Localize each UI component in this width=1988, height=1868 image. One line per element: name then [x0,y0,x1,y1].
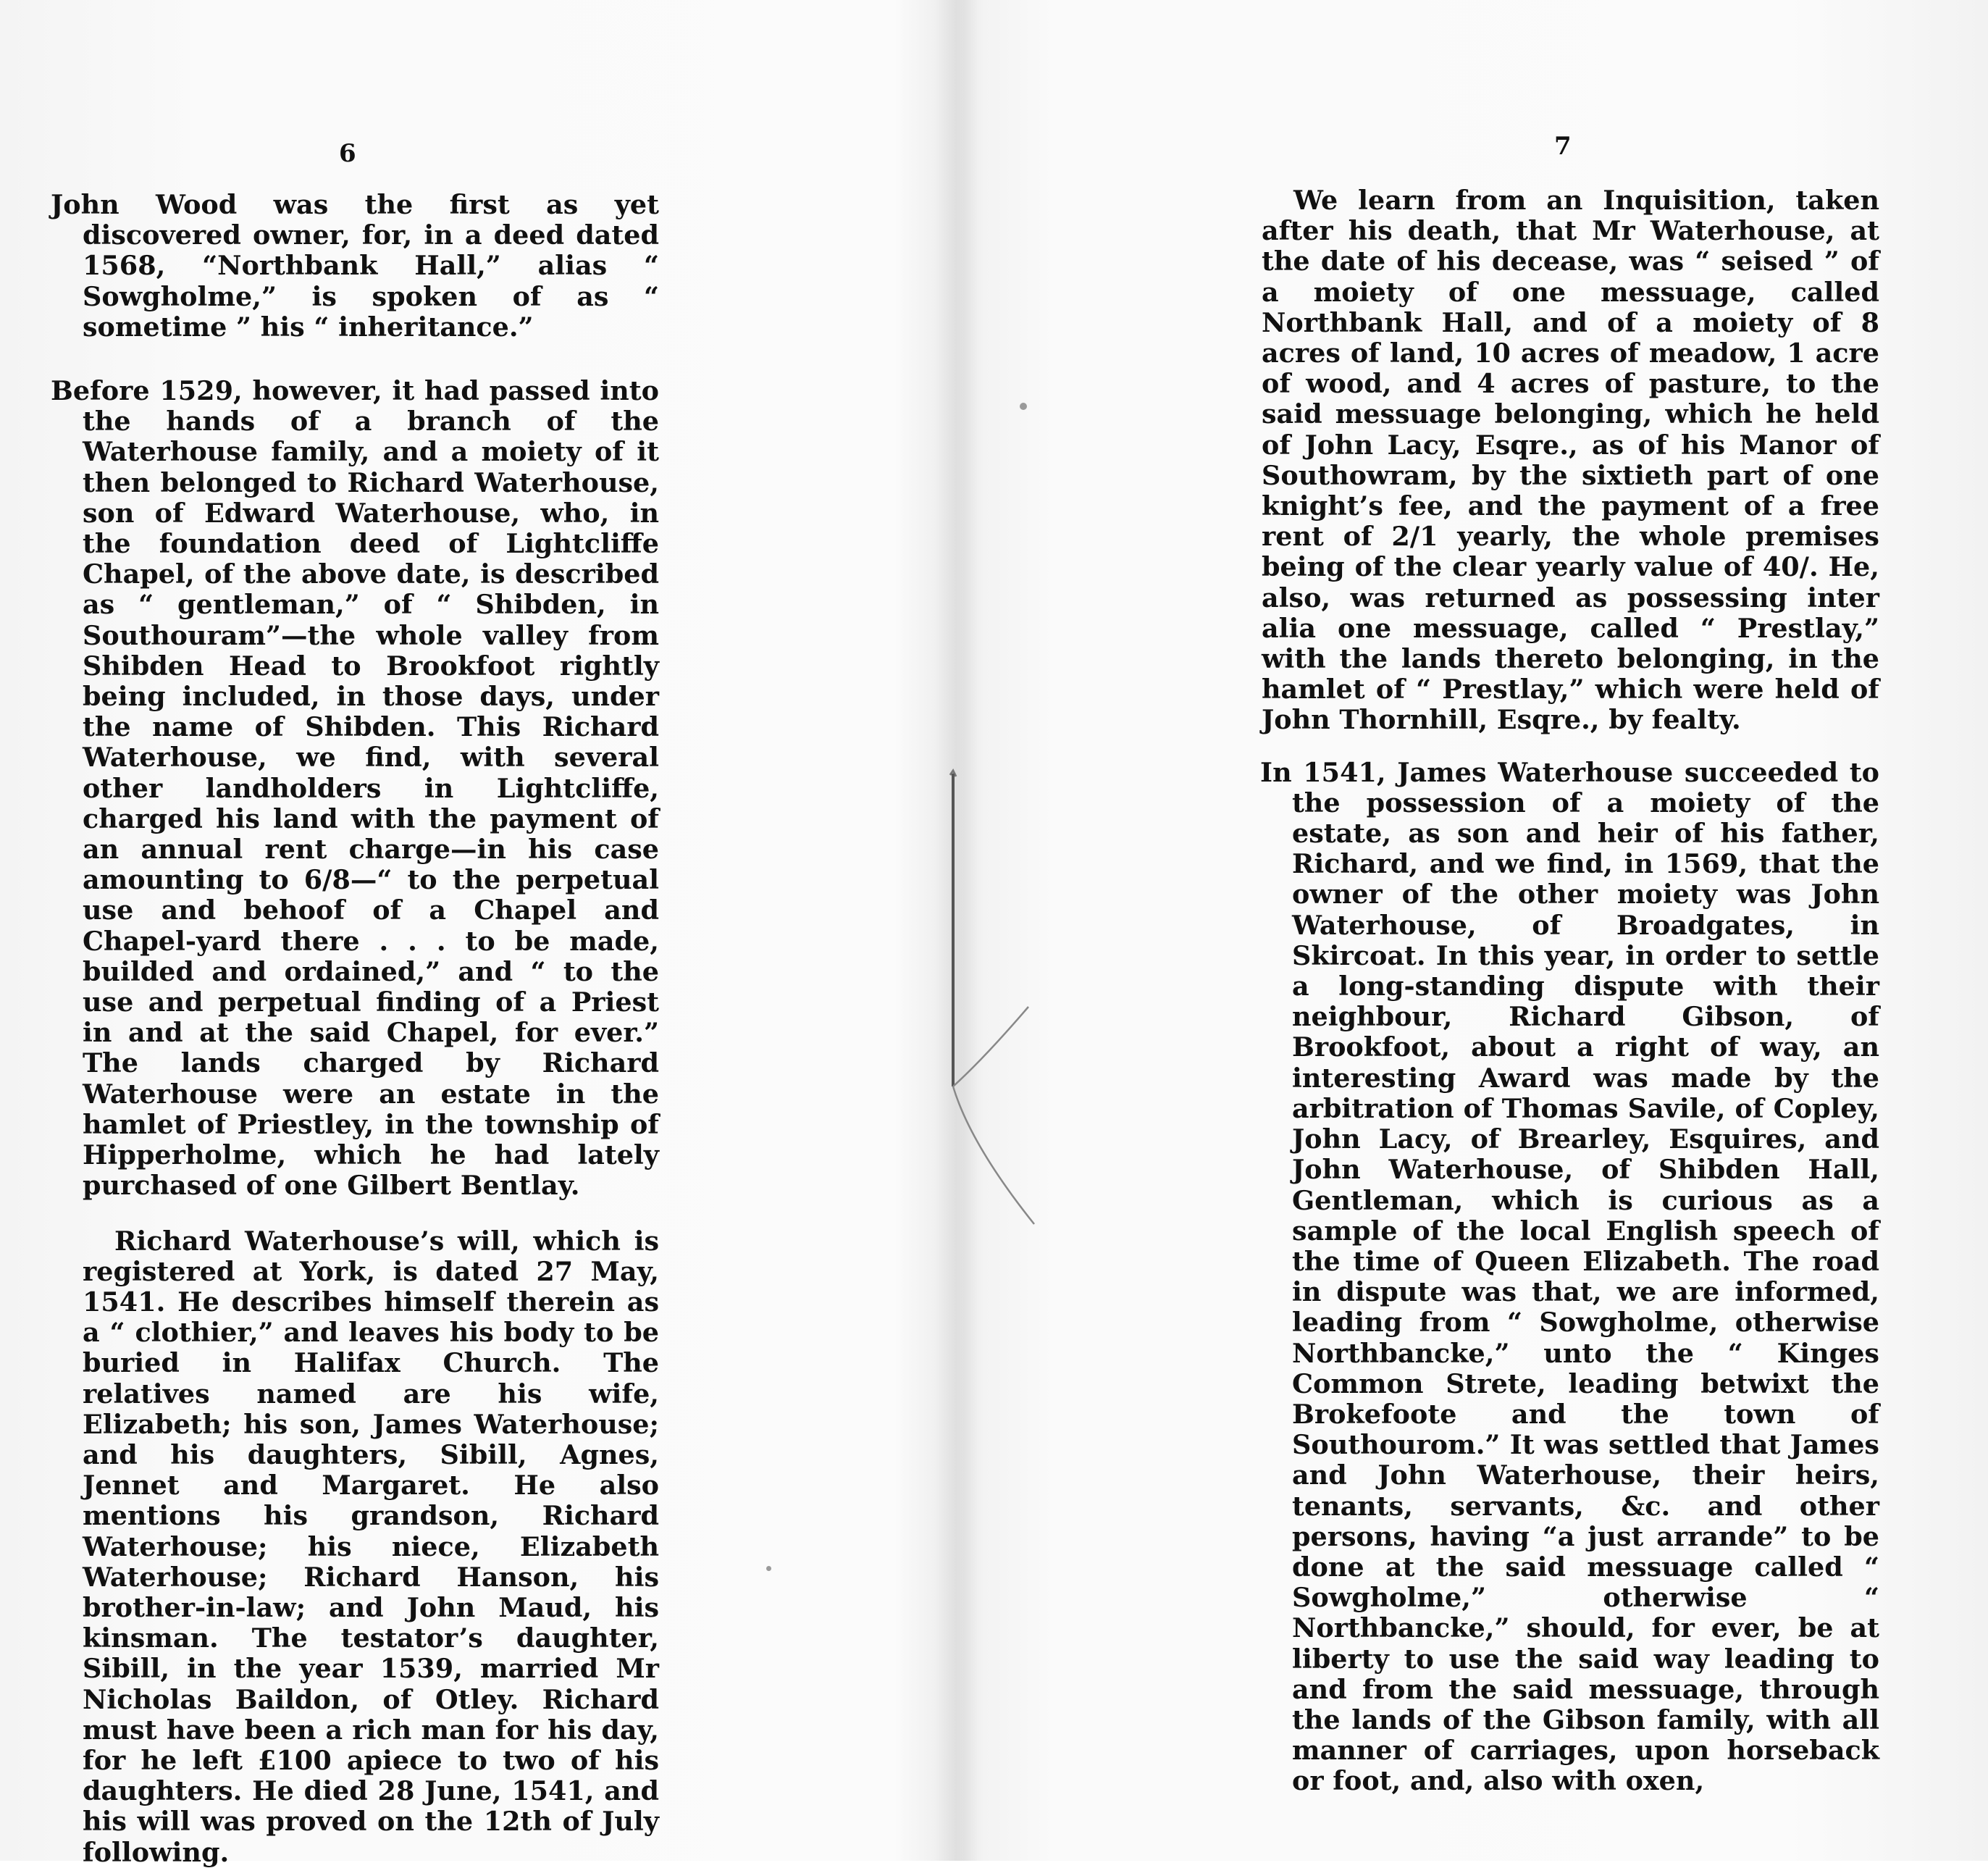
right-page [956,0,1988,1861]
left-page-text [51,190,659,1868]
paragraph-richard-will: Richard Waterhouse’s will, which is registered at York, is dated 27 May, 1541. He describes himself therein as a “ clothier,” and leaves his body to be buried in Halifax Church. The relatives named are his wife, Elizabeth; his son, James Waterhouse; and his daughters, Sibill, Agnes, Jennet and Margaret. He also mentions his grandson, Richard Waterhouse; his niece, Elizabeth Waterhouse; Richard Hanson, his brother-in-law; and John Maud, his kinsman. The testator’s daughter, Sibill, in the year 1539, married Mr Nicholas Baildon, of Otley. Richard must have been a rich man for his day, for he left £100 apiece to two of his daughters. He died 28 June, 1541, and his will was proved on the 12th of July following. [83,1225,659,1868]
page-number-left: 6 [339,139,356,168]
paragraph-inquisition: We learn from an Inquisition, taken after his death, that Mr Waterhouse, at the date of his decease, was “ seised ” of a moiety of one messuage, called Northbank Hall, and of a moiety of 8 acres of land, 10 acres of meadow, 1 acre of wood, and 4 acres of pasture, to the said messuage belonging, which he held of John Lacy, Esqre., as of his Manor of Southowram, by the sixtieth part of one knight’s fee, and the payment of a free rent of 2/1 yearly, the whole premises being of the clear yearly value of 40/. He, also, was returned as possessing inter alia one messuage, called “ Prestlay,” with the lands thereto belonging, in the hamlet of “ Prestlay,” which were held of John Thornhill, Esqre., by fealty. [1262,185,1879,736]
left-page [0,0,956,1868]
binding-thread [941,768,1057,1246]
paragraph-1541-james: In 1541, James Waterhouse succeeded to the possession of a moiety of the estate, as son and heir of his father, Richard, and we find, in 1569, that the owner of the other moiety was John Waterhouse, of Broadgates, in Skircoat. In this year, in order to settle a long-standing dispute with their neighbour, Richard Gibson, of Brookfoot, about a right of way, an interesting Award was made by the arbitration of Thomas Savile, of Copley, John Lacy, of Brearley, Esquires, and John Waterhouse, of Shibden Hall, Gentleman, which is curious as a sample of the local English speech of the time of Queen Elizabeth. The road in dispute was that, we are informed, leading from “ Sowgholme, otherwise Northbancke,” unto the “ Kinges Common Strete, leading betwixt the Brokefoote and the town of Southourom.” It was settled that James and John Waterhouse, their heirs, tenants, servants, &c. and other persons, having “a just arrande” to be done at the said messuage called “ Sowgholme,” otherwise “ Northbancke,” should, for ever, be at liberty to use the said way leading to and from the said messuage, through the lands of the Gibson family, with all manner of carriages, upon horseback or foot, and, also with oxen, [1260,756,1879,1797]
right-page-text [1260,185,1879,1797]
paragraph-john-wood: John Wood was the first as yet discovered owner, for, in a deed dated 1568, “Northbank Hall,” alias “ Sowgholme,” is spoken of as “ sometime ” his “ inheritance.” [51,189,659,343]
paper-speck [1020,403,1027,410]
paragraph-before-1529: Before 1529, however, it had passed into the hands of a branch of the Waterhouse family, and a moiety of it then belonged to Richard Waterhouse, son of Edward Waterhouse, who, in the foundation deed of Lightcliffe Chapel, of the above date, is described as “ gentleman,” of “ Shibden, in Southouram”—the whole valley from Shibden Head to Brookfoot rightly being included, in those days, under the name of Shibden. This Richard Waterhouse, we find, with several other landholders in Lightcliffe, charged his land with the payment of an annual rent charge—in his case amounting to 6/8—“ to the perpetual use and behoof of a Chapel and Chapel-yard there . . . to be made, builded and ordained,” and “ to the use and perpetual finding of a Priest in and at the said Chapel, for ever.” The lands charged by Richard Waterhouse were an estate in the hamlet of Priestley, in the township of Hipperholme, which he had lately purchased of one Gilbert Bentlay. [51,375,659,1202]
page-number-right: 7 [1554,132,1572,161]
paper-speck [766,1566,771,1571]
